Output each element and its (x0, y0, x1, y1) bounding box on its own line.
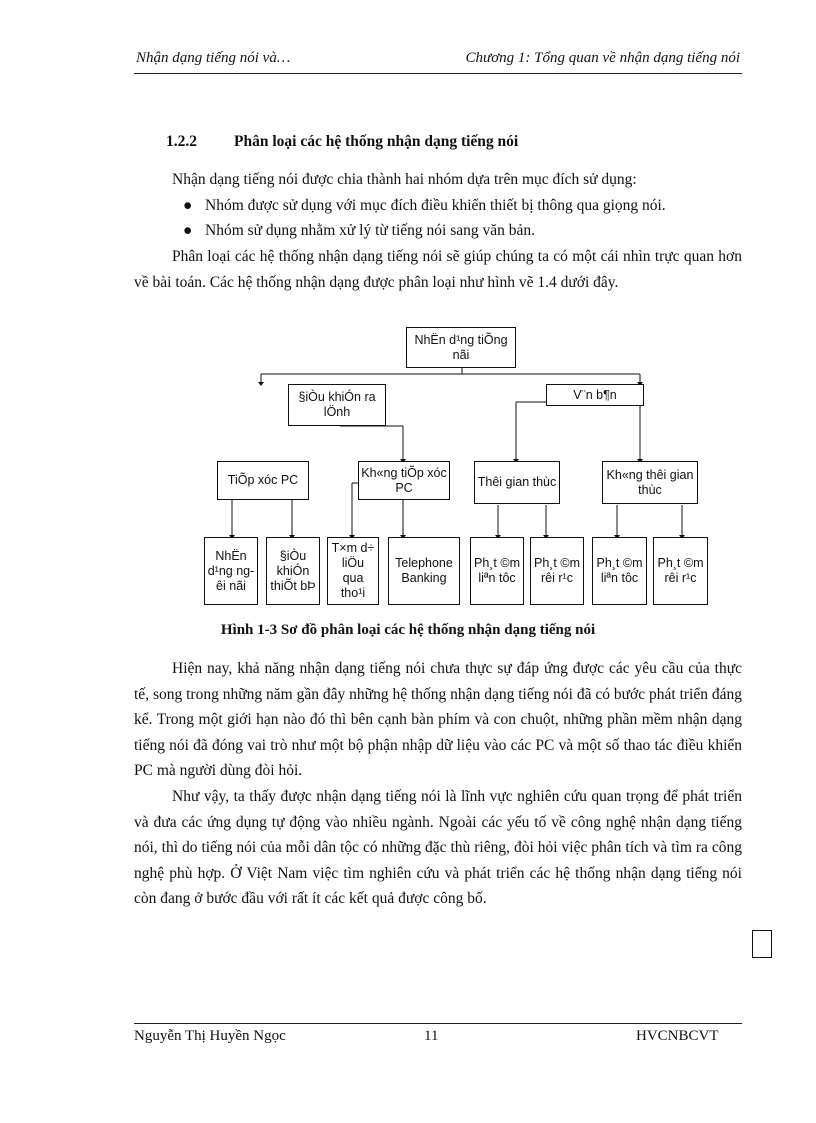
paragraph-research: Như vậy, ta thấy được nhận dạng tiếng nói là lĩnh vực nghiên cứu quan trọng để phát triển và đưa các ứng dụng tự động vào nhiều ngành. Ngoài các yếu tố về công nghệ nhận dạng tiếng nói, thì do tiếng nói của mỗi dân tộc có những đặc thù riêng, đòi hỏi việc phân tích và tìm ra công nghệ phù hợp. Ở Việt Nam việc tìm nghiên cứu và phát triển các hệ thống nhận dạng tiếng nói còn đang ở bước đầu với rất ít các kết quả được công bố. (134, 788, 742, 907)
node-non-realtime: Kh«ng thêi gian thùc (602, 461, 698, 504)
leaf-isolated-speech: Ph¸t ©m rêi r¹c (530, 537, 584, 605)
section-title: Phân loại các hệ thống nhận dạng tiếng nói (234, 133, 519, 150)
node-speech-recognition: NhËn d¹ng tiÕng nãi (406, 327, 516, 368)
leaf-continuous-speech: Ph¸t ©m liªn tôc (592, 537, 647, 605)
footer-divider (134, 1023, 742, 1024)
leaf-device-control: §iÒu khiÓn thiÕt bÞ (266, 537, 320, 605)
bullet-icon: ● (183, 222, 193, 239)
node-text: V¨n b¶n (546, 384, 644, 406)
figure-caption: Hình 1-3 Sơ đồ phân loại các hệ thống nhận dạng tiếng nói (220, 622, 596, 638)
node-command-control: §iÒu khiÓn ra lÖnh (288, 384, 386, 426)
node-pc-contact: TiÕp xóc PC (217, 461, 309, 500)
bullet-text: Nhóm được sử dụng với mục đích điều khiển thiết bị thông qua giọng nói. (205, 197, 666, 214)
bullet-icon: ● (183, 197, 193, 214)
page-number: 11 (424, 1028, 439, 1044)
leaf-voice-data-search: T×m d÷ liÖu qua tho¹i (327, 537, 379, 605)
paragraph-current-state: Hiện nay, khả năng nhận dạng tiếng nói chưa thực sự đáp ứng được các yêu cầu của thực tế, song trong những năm gần đây những hệ thống nhận dạng tiếng nói đã có bước phát triển đáng kể. Trong một giới hạn nào đó thì bên cạnh bàn phím và con chuột, những phần mềm nhận dạng tiếng nói đã đóng vai trò như một bộ phận nhập dữ liệu vào các PC và một số thao tác điều khiển PC mà người dùng đòi hỏi. (134, 660, 742, 779)
header-right: Chương 1: Tổng quan về nhận dạng tiếng nói (465, 50, 740, 66)
node-realtime: Thêi gian thùc (474, 461, 560, 504)
footer-author: Nguyễn Thị Huyền Ngọc (134, 1028, 286, 1044)
paragraph-classification: Phân loại các hệ thống nhận dạng tiếng nói sẽ giúp chúng ta có một cái nhìn trực quan hơn về bài toán. Các hệ thống nhận dạng được phân loại như hình vẽ 1.4 dưới đây. (134, 248, 742, 291)
bullet-text: Nhóm sử dụng nhằm xử lý từ tiếng nói sang văn bản. (205, 222, 536, 239)
leaf-isolated-speech: Ph¸t ©m rêi r¹c (653, 537, 708, 605)
intro-paragraph: Nhận dạng tiếng nói được chia thành hai nhóm dựa trên mục đích sử dụng: (172, 171, 637, 188)
footer-org: HVCNBCVT (636, 1028, 719, 1044)
empty-box (752, 930, 772, 958)
leaf-continuous-speech: Ph¸t ©m liªn tôc (470, 537, 524, 605)
node-no-pc-contact: Kh«ng tiÕp xóc PC (358, 461, 450, 500)
header-left: Nhận dạng tiếng nói và… (136, 50, 291, 66)
leaf-telephone-banking: Telephone Banking (388, 537, 460, 605)
section-number: 1.2.2 (166, 133, 197, 150)
leaf-speaker-recognition: NhËn d¹ng ngêi nãi (204, 537, 258, 605)
